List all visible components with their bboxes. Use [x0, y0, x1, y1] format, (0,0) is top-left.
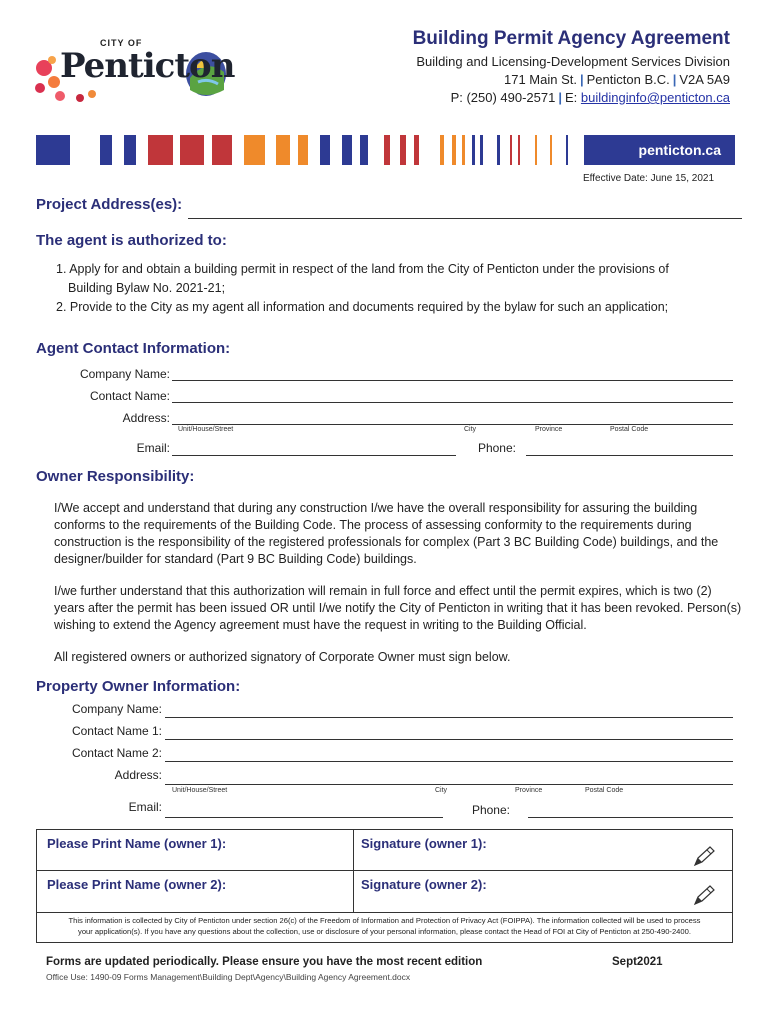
signature-owner1-label: Signature (owner 1):: [361, 836, 487, 851]
agent-contact-heading: Agent Contact Information:: [36, 340, 231, 357]
footer-office-use: Office Use: 1490-09 Forms Management\Building Dept\Agency\Building Agency Agreement.docx: [46, 972, 411, 982]
project-address-heading: Project Address(es):: [36, 196, 183, 213]
owner-address-label: Address:: [114, 768, 162, 782]
owner-contact1-field[interactable]: [165, 739, 733, 740]
owner-city-sublabel: City: [435, 787, 448, 794]
banner-stripe: [518, 135, 520, 165]
address-city: Penticton B.C.: [586, 72, 670, 87]
owner-contact2-label: Contact Name 2:: [71, 746, 162, 760]
agent-city-sublabel: City: [464, 426, 477, 433]
authorization-heading: The agent is authorized to:: [36, 232, 227, 249]
logo-wordmark: Penticton: [60, 46, 235, 86]
authorization-item-1: 1. Apply for and obtain a building permit in respect of the land from the City of Penticton under the provisions of: [56, 262, 669, 276]
office-contact: P: (250) 490-2571 | E: buildinginfo@penticton.ca: [450, 90, 730, 105]
agent-contact-field[interactable]: [172, 402, 733, 403]
banner-stripe: [550, 135, 552, 165]
owner-email-label: Email:: [128, 800, 162, 814]
owner-company-label: Company Name:: [71, 702, 162, 716]
banner-stripe: [566, 135, 568, 165]
banner-stripe: [360, 135, 368, 165]
banner-stripe: [148, 135, 173, 165]
owner-contact1-label: Contact Name 1:: [71, 724, 162, 738]
agent-address-label: Address:: [122, 411, 170, 425]
agent-address-field[interactable]: [172, 424, 733, 425]
print-name-owner2-label: Please Print Name (owner 2):: [47, 877, 227, 892]
signature-owner1-field[interactable]: [354, 830, 732, 870]
owner-responsibility-p2: I/we further understand that this authorization will remain in full force and effect until the permit expires, which is two (2) years after the permit has been issued OR until I/we notify the City of Penticton in writing that it has been revoked. Person(s) wishing to extend the Agency agreement must have the request in writing to the Building Official.: [54, 584, 742, 632]
banner-stripe: [400, 135, 406, 165]
owner-company-field[interactable]: [165, 717, 733, 718]
owner-email-field[interactable]: [165, 817, 443, 818]
owner-contact2-field[interactable]: [165, 761, 733, 762]
banner-stripe: [36, 135, 70, 165]
owner-responsibility-heading: Owner Responsibility:: [36, 468, 195, 485]
banner-stripe: [320, 135, 330, 165]
foi-notice-line1: This information is collected by City of Penticton under section 26(c) of the Freedom of Information and Protection of Privacy Act (FOIPPA). The information collected will be used to process: [68, 916, 701, 925]
owner-address-field[interactable]: [165, 784, 733, 785]
office-phone: P: (250) 490-2571: [450, 90, 556, 105]
owner-unit-sublabel: Unit/House/Street: [172, 787, 228, 794]
banner-stripe: [510, 135, 512, 165]
effective-date: Effective Date: June 15, 2021: [582, 173, 714, 184]
banner-stripe: [440, 135, 444, 165]
signature-owner2-field[interactable]: [354, 871, 732, 912]
address-street: 171 Main St.: [504, 72, 577, 87]
agent-province-sublabel: Province: [535, 426, 563, 433]
banner-stripe: [212, 135, 232, 165]
footer-notice: Forms are updated periodically. Please ensure you have the most recent edition: [46, 956, 483, 968]
agent-contact-label: Contact Name:: [89, 389, 170, 403]
page-title: Building Permit Agency Agreement: [412, 28, 730, 49]
footer-edition: Sept2021: [612, 956, 663, 968]
division-name: Building and Licensing-Development Services Division: [416, 54, 730, 69]
website-banner[interactable]: penticton.ca: [584, 135, 735, 165]
print-name-owner1-label: Please Print Name (owner 1):: [47, 836, 227, 851]
foi-notice: [36, 913, 733, 943]
signature-table: [36, 829, 733, 913]
agent-postal-sublabel: Postal Code: [610, 426, 649, 433]
banner-stripe: [472, 135, 475, 165]
agent-email-field[interactable]: [172, 455, 456, 456]
authorization-item-2: 2. Provide to the City as my agent all information and documents required by the bylaw for such an application;: [56, 300, 669, 314]
logo-city-of: CITY OF: [100, 38, 143, 48]
banner-stripe: [535, 135, 537, 165]
office-address: 171 Main St. | Penticton B.C. | V2A 5A9: [504, 72, 730, 87]
authorization-item-1-cont: Building Bylaw No. 2021-21;: [68, 281, 226, 295]
project-address-field[interactable]: [188, 218, 742, 219]
agent-phone-label: Phone:: [477, 441, 516, 455]
banner-stripe: [384, 135, 390, 165]
address-postal: V2A 5A9: [679, 72, 730, 87]
banner-stripe: [100, 135, 112, 165]
owner-responsibility-p1: I/We accept and understand that during any construction I/we have the overall responsibility for assuring the building conforms to the requirements of the Building Code. The process of assessing conformity to the requirements during construction is the responsibility of the registered professionals for complex (Part 3 BC Building Code) buildings, and the designer/builder for standard (Part 9 BC Building Code) buildings.: [54, 501, 719, 566]
banner-stripe: [276, 135, 290, 165]
print-name-owner2-field[interactable]: [37, 871, 353, 912]
owner-province-sublabel: Province: [515, 787, 543, 794]
banner-stripe: [497, 135, 500, 165]
email-link[interactable]: buildinginfo@penticton.ca: [580, 90, 730, 105]
pen-icon: [692, 844, 718, 868]
banner-stripe: [180, 135, 204, 165]
agent-email-label: Email:: [136, 441, 170, 455]
agent-company-field[interactable]: [172, 380, 733, 381]
signature-owner2-label: Signature (owner 2):: [361, 877, 487, 892]
pen-icon: [692, 883, 718, 907]
foi-notice-line2: your application(s). If you have any questions about the collection, use or disclosure of your personal information, please contact the Head of FOI at City of Penticton at 250-490-2400.: [78, 927, 691, 936]
banner-stripe: [480, 135, 483, 165]
owner-responsibility-p3: All registered owners or authorized signatory of Corporate Owner must sign below.: [54, 650, 511, 664]
owner-postal-sublabel: Postal Code: [585, 787, 624, 794]
agent-company-label: Company Name:: [79, 367, 170, 381]
banner-stripe: [462, 135, 465, 165]
agent-unit-sublabel: Unit/House/Street: [178, 426, 234, 433]
banner-stripe: [244, 135, 265, 165]
property-owner-heading: Property Owner Information:: [36, 678, 241, 695]
owner-phone-label: Phone:: [471, 803, 510, 817]
email-prefix: E:: [565, 90, 578, 105]
banner-stripe: [342, 135, 352, 165]
banner-stripe: [414, 135, 419, 165]
print-name-owner1-field[interactable]: [37, 830, 353, 870]
banner-stripe: [452, 135, 456, 165]
agent-phone-field[interactable]: [526, 455, 733, 456]
banner-stripe: [124, 135, 136, 165]
owner-phone-field[interactable]: [528, 817, 733, 818]
banner-stripe: [298, 135, 308, 165]
